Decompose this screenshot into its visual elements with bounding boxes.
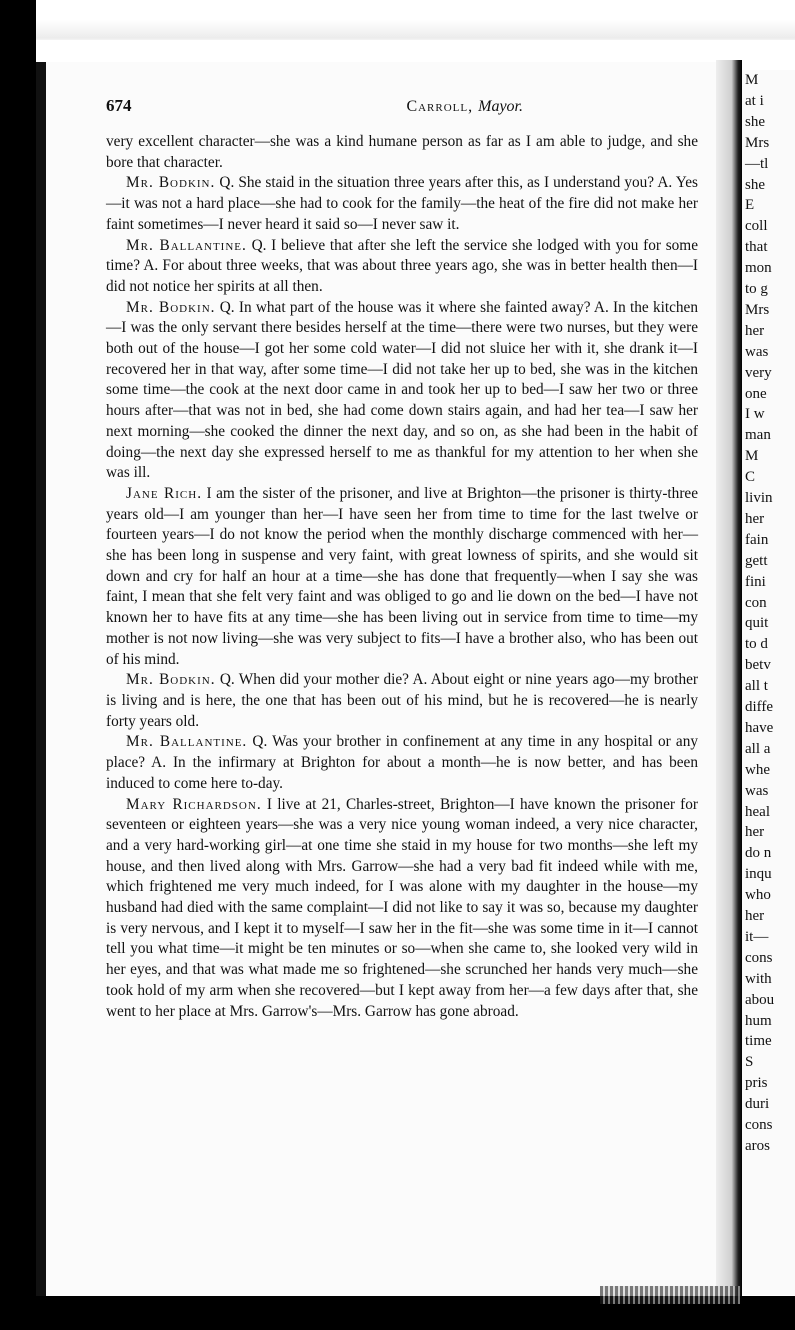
next-page-fragment: M [745, 448, 759, 465]
next-page-fragment: I w [745, 406, 765, 423]
page-text [106, 96, 698, 1022]
speaker: Mr. Ballantine. [126, 733, 248, 751]
next-page-fragment: —tl [745, 155, 769, 172]
page-header [106, 96, 698, 126]
next-page-fragment: with [745, 970, 772, 987]
next-page-fragment: fini [745, 573, 766, 590]
next-page-fragment: have [745, 719, 774, 736]
speaker: Mr. Bodkin. [126, 174, 216, 192]
next-page-fragment: C [745, 469, 756, 486]
scan-noise [600, 1286, 740, 1304]
next-page-fragment: her [745, 510, 765, 527]
next-page-fragment: time [745, 1033, 772, 1050]
next-page-fragment: her [745, 322, 765, 339]
paragraph [106, 670, 698, 732]
speaker: Mr. Bodkin. [126, 671, 216, 689]
speaker: Mary Richardson. [126, 795, 262, 813]
paragraph [106, 132, 698, 173]
next-page-fragment: she [745, 113, 765, 130]
next-page-fragment: at i [745, 92, 764, 109]
running-head [406, 97, 523, 118]
next-page-fragment: to d [745, 636, 768, 653]
speaker: Mr. Ballantine. [126, 236, 247, 254]
next-page-fragment: hum [745, 1012, 772, 1029]
next-page-fragment: duri [745, 1096, 770, 1113]
next-page-fragment: one [745, 385, 767, 402]
next-page-fragment: gett [745, 552, 768, 569]
next-page-fragment: mon [745, 260, 772, 277]
next-page-fragment: Mrs [745, 134, 770, 151]
next-page-fragment: do n [745, 845, 772, 862]
paragraph [106, 173, 698, 235]
next-page-fragment: cons [745, 1117, 773, 1133]
next-page-fragment: all t [745, 678, 768, 695]
paragraph-text: Q. I believe that after she left the service she lodged with you for some time? A. For about three weeks, that was about three years ago, she was in better health then—I did not notice her spirits at all then. [106, 236, 698, 295]
next-page-fragment: abou [745, 991, 775, 1008]
next-page-fragment: who [745, 887, 771, 904]
next-page-fragment: very [745, 364, 772, 381]
next-page-fragment: pris [745, 1075, 768, 1092]
scan-left-edge [0, 0, 36, 1330]
next-page-fragment: her [745, 824, 765, 841]
next-page-fragment: coll [745, 218, 768, 235]
book-gutter [716, 60, 742, 1300]
next-page-fragment: man [745, 427, 771, 444]
running-head-name: Carroll, [406, 98, 474, 115]
paragraph-text: Q. In what part of the house was it where she fainted away? A. In the kitchen—I was the only servant there besides herself at the time—there were two nurses, but they were both out of the house—I got her some cold water—I did not sluice her with it, she drank it—I recovered her in that way, after some time—I did not take her up to bed, she was in the kitchen some time—the cook at the next door came in and took her up to bed—I saw her two or three hours after—that was not in bed, she had come down stairs again, and had her tea—I saw her next morning—she cooked the dinner the next day, and so on, as she had been in the habit of doing—the next day she expressed herself to me as thankful for my attention to her when she was ill. [106, 298, 698, 482]
next-page-fragment: fain [745, 531, 769, 548]
paragraph-text: very excellent character—she was a kind humane person as far as I am able to judge, and she bore that character. [106, 133, 698, 171]
next-page-fragment: E [745, 197, 755, 214]
next-page-fragment: to g [745, 281, 768, 297]
next-page-fragment: con [745, 594, 767, 611]
paragraph-text: Q. She staid in the situation three years after this, as I understand you? A. Yes—it was not a hard place—she had to cook for the family—the heat of the fire did not make her faint sometimes—I never heard it said so—I never saw it. [106, 174, 698, 233]
paragraph [106, 484, 698, 670]
running-head-title: Mayor. [478, 98, 523, 115]
next-page-fragment: diffe [745, 699, 774, 715]
next-page-fragment: betv [745, 657, 771, 674]
next-page-fragment: Mrs [745, 301, 770, 318]
next-page-fragment: was [745, 782, 769, 799]
next-page-fragment: quit [745, 615, 769, 632]
next-page-fragment: she [745, 176, 765, 193]
next-page-fragment: M [745, 72, 759, 88]
page-number: 674 [106, 96, 132, 115]
paragraph [106, 732, 698, 794]
speaker: Jane Rich. [126, 484, 203, 502]
speaker: Mr. Bodkin. [126, 298, 216, 316]
next-page-fragment: livin [745, 490, 773, 506]
next-page-strip [742, 70, 795, 1295]
paragraph [106, 236, 698, 298]
paragraph [106, 795, 698, 1023]
next-page-fragment: that [745, 239, 768, 256]
next-page-fragment: was [745, 343, 769, 360]
next-page-fragment: S [745, 1054, 754, 1071]
next-page-fragment: heal [745, 803, 770, 820]
next-page-fragment: her [745, 908, 765, 924]
next-page-fragment: all a [745, 740, 771, 757]
paragraph-text: Q. When did your mother die? A. About eight or nine years ago—my brother is living and is here, the one that has been out of his mind, but he is recovered—he is nearly forty years old. [106, 671, 698, 730]
next-page-fragment: it— [745, 928, 769, 945]
next-page-fragment: aros [745, 1137, 770, 1154]
paragraph-text: I am the sister of the prisoner, and live at Brighton—the prisoner is thirty-three years old—I am younger than her—I have seen her from time to time for the last twelve or fourteen years—I do not know the period when the monthly discharge commenced with her—she has been long in suspense and very faint, with great lowness of spirits, and she would sit down and cry for half an hour at a time—she has done that frequently—when I say she was faint, I mean that she felt very faint and was obliged to go and lie down on the bed—I have not known her to have fits at any time—she has been living out in service from time to time—my mother is not now living—she was very subject to fits—I have a brother also, who has been out of his mind. [106, 484, 698, 668]
paragraph [106, 298, 698, 484]
next-page-fragment: cons [745, 949, 773, 966]
next-page-fragment: inqu [745, 866, 772, 883]
scan-top-margin [0, 0, 795, 40]
paragraph-text: I live at 21, Charles-street, Brighton—I have known the prisoner for seventeen or eighteen years—she was a very nice young woman indeed, a very nice character, and a very hard-working girl—at one time she staid in my house for two months—she left my house, and then lived along with Mrs. Garrow—she had a very bad fit indeed while with me, which frightened me very much indeed, for I was alone with my daughter in the house—my husband had died with the same complaint—I did not like to say it was so, because my daughter is very nervous, and I kept it to myself—I saw her in the fit—she was some time in it—I cannot tell you what time—it might be ten minutes or so—when she came to, she looked very wild in her eyes, and that was what made me so frightened—she scrunched her hands very much—she took hold of my arm when she recovered—but I kept away from her—a few days after that, she went to her place at Mrs. Garrow's—Mrs. Garrow has gone abroad. [106, 795, 699, 1020]
next-page-fragment: whe [745, 761, 770, 778]
paragraph-text: Q. Was your brother in confinement at any time in any hospital or any place? A. In the infirmary at Brighton for about a month—he is now better, and has been induced to come here to-day. [106, 733, 699, 792]
